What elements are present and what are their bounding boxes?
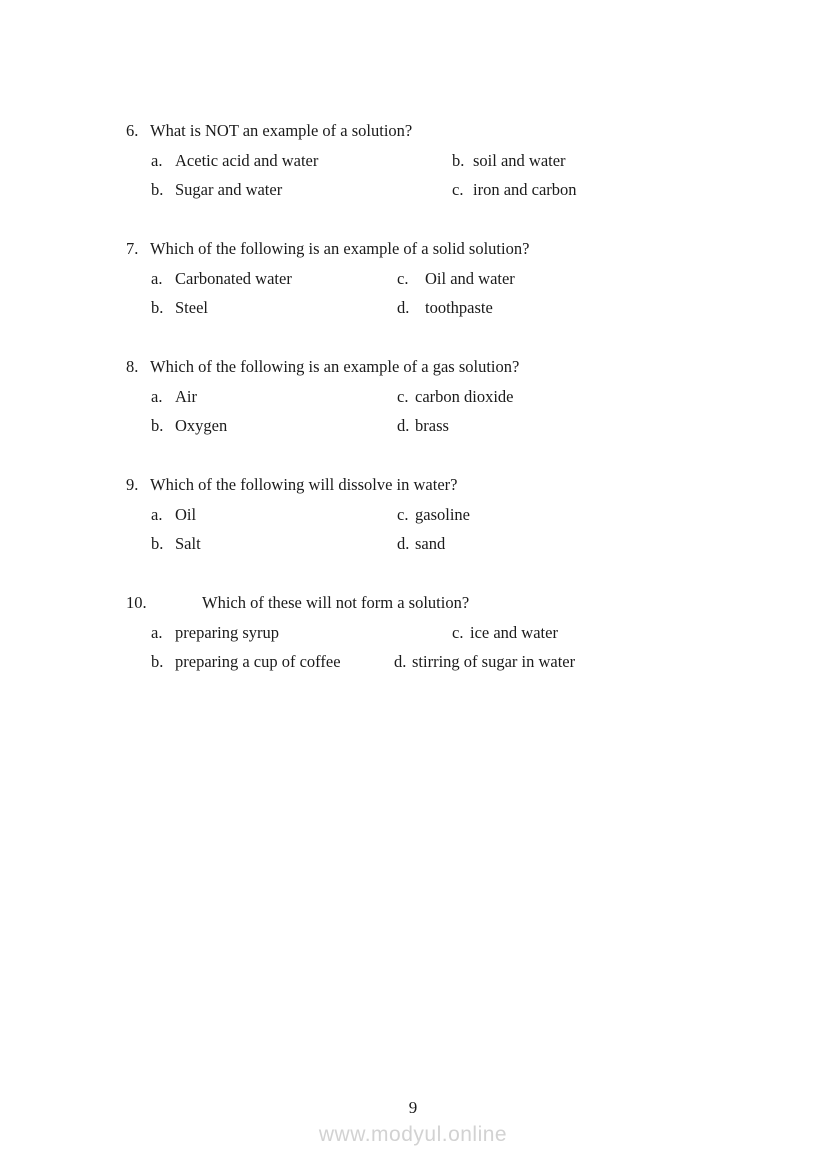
option-right <box>397 529 445 558</box>
option-text: Salt <box>175 534 201 553</box>
option-letter: b. <box>151 652 164 671</box>
option-letter: c. <box>397 387 409 406</box>
option-text: preparing syrup <box>175 623 280 642</box>
option-row <box>126 264 726 293</box>
option-row <box>126 618 726 647</box>
option-right <box>397 500 470 529</box>
option-left <box>151 623 279 642</box>
question-text: Which of the following is an example of a gas solution? <box>150 357 520 376</box>
option-letter: c. <box>452 623 464 642</box>
question-text: What is NOT an example of a solution? <box>150 121 413 140</box>
watermark-text: www.modyul.online <box>318 1123 508 1146</box>
question-text: Which of the following is an example of a solid solution? <box>150 239 530 258</box>
option-text: ice and water <box>470 623 558 642</box>
question-9 <box>126 470 726 558</box>
option-row <box>126 529 726 558</box>
option-right <box>452 146 566 175</box>
option-text: sand <box>415 534 446 553</box>
option-letter: a. <box>151 269 163 288</box>
question-10 <box>126 588 726 676</box>
question-line <box>126 352 726 382</box>
question-number: 8. <box>126 357 139 376</box>
option-right <box>452 175 577 204</box>
option-letter: d. <box>397 534 410 553</box>
option-right <box>397 293 493 322</box>
option-letter: a. <box>151 623 163 642</box>
question-text: Which of these will not form a solution? <box>202 593 470 612</box>
option-letter: c. <box>397 505 409 524</box>
quiz-content <box>126 116 726 706</box>
option-text: preparing a cup of coffee <box>175 652 341 671</box>
option-row <box>126 500 726 529</box>
option-right <box>394 647 575 676</box>
option-row <box>126 146 726 175</box>
option-right <box>397 264 515 293</box>
option-letter: b. <box>151 416 164 435</box>
option-text: carbon dioxide <box>415 387 514 406</box>
option-text: toothpaste <box>425 298 493 317</box>
question-line <box>126 116 726 146</box>
question-number: 10. <box>126 593 147 612</box>
option-left <box>151 652 341 671</box>
option-left <box>151 534 201 553</box>
option-letter: d. <box>397 298 410 317</box>
option-right <box>397 382 514 411</box>
option-left <box>151 180 282 199</box>
option-letter: c. <box>397 269 409 288</box>
option-left <box>151 387 197 406</box>
option-text: Oxygen <box>175 416 228 435</box>
option-text: brass <box>415 416 449 435</box>
option-letter: b. <box>151 298 164 317</box>
question-number: 9. <box>126 475 139 494</box>
question-number: 6. <box>126 121 139 140</box>
option-row <box>126 293 726 322</box>
option-text: Steel <box>175 298 208 317</box>
option-letter: c. <box>452 180 464 199</box>
option-row <box>126 647 726 676</box>
option-letter: b. <box>151 534 164 553</box>
option-text: iron and carbon <box>473 180 577 199</box>
option-letter: b. <box>151 180 164 199</box>
option-letter: d. <box>397 416 410 435</box>
option-text: soil and water <box>473 151 566 170</box>
option-letter: b. <box>452 151 465 170</box>
option-row <box>126 382 726 411</box>
question-7 <box>126 234 726 322</box>
option-left <box>151 416 227 435</box>
option-letter: a. <box>151 151 163 170</box>
option-text: Carbonated water <box>175 269 292 288</box>
option-text: Air <box>175 387 197 406</box>
question-line <box>126 470 726 500</box>
question-text: Which of the following will dissolve in water? <box>150 475 458 494</box>
option-text: Oil <box>175 505 197 524</box>
page-number: 9 <box>408 1098 418 1117</box>
option-text: Sugar and water <box>175 180 283 199</box>
option-left <box>151 269 292 288</box>
option-text: Acetic acid and water <box>175 151 319 170</box>
question-line <box>126 234 726 264</box>
question-6 <box>126 116 726 204</box>
option-letter: a. <box>151 505 163 524</box>
option-letter: a. <box>151 387 163 406</box>
question-8 <box>126 352 726 440</box>
option-text: Oil and water <box>425 269 515 288</box>
option-right <box>397 411 449 440</box>
option-letter: d. <box>394 652 407 671</box>
option-left <box>151 505 196 524</box>
question-line <box>126 588 726 618</box>
option-row <box>126 175 726 204</box>
option-text: stirring of sugar in water <box>412 652 576 671</box>
option-left <box>151 151 318 170</box>
option-text: gasoline <box>415 505 470 524</box>
question-number: 7. <box>126 239 139 258</box>
option-left <box>151 298 208 317</box>
option-right <box>452 618 558 647</box>
option-row <box>126 411 726 440</box>
